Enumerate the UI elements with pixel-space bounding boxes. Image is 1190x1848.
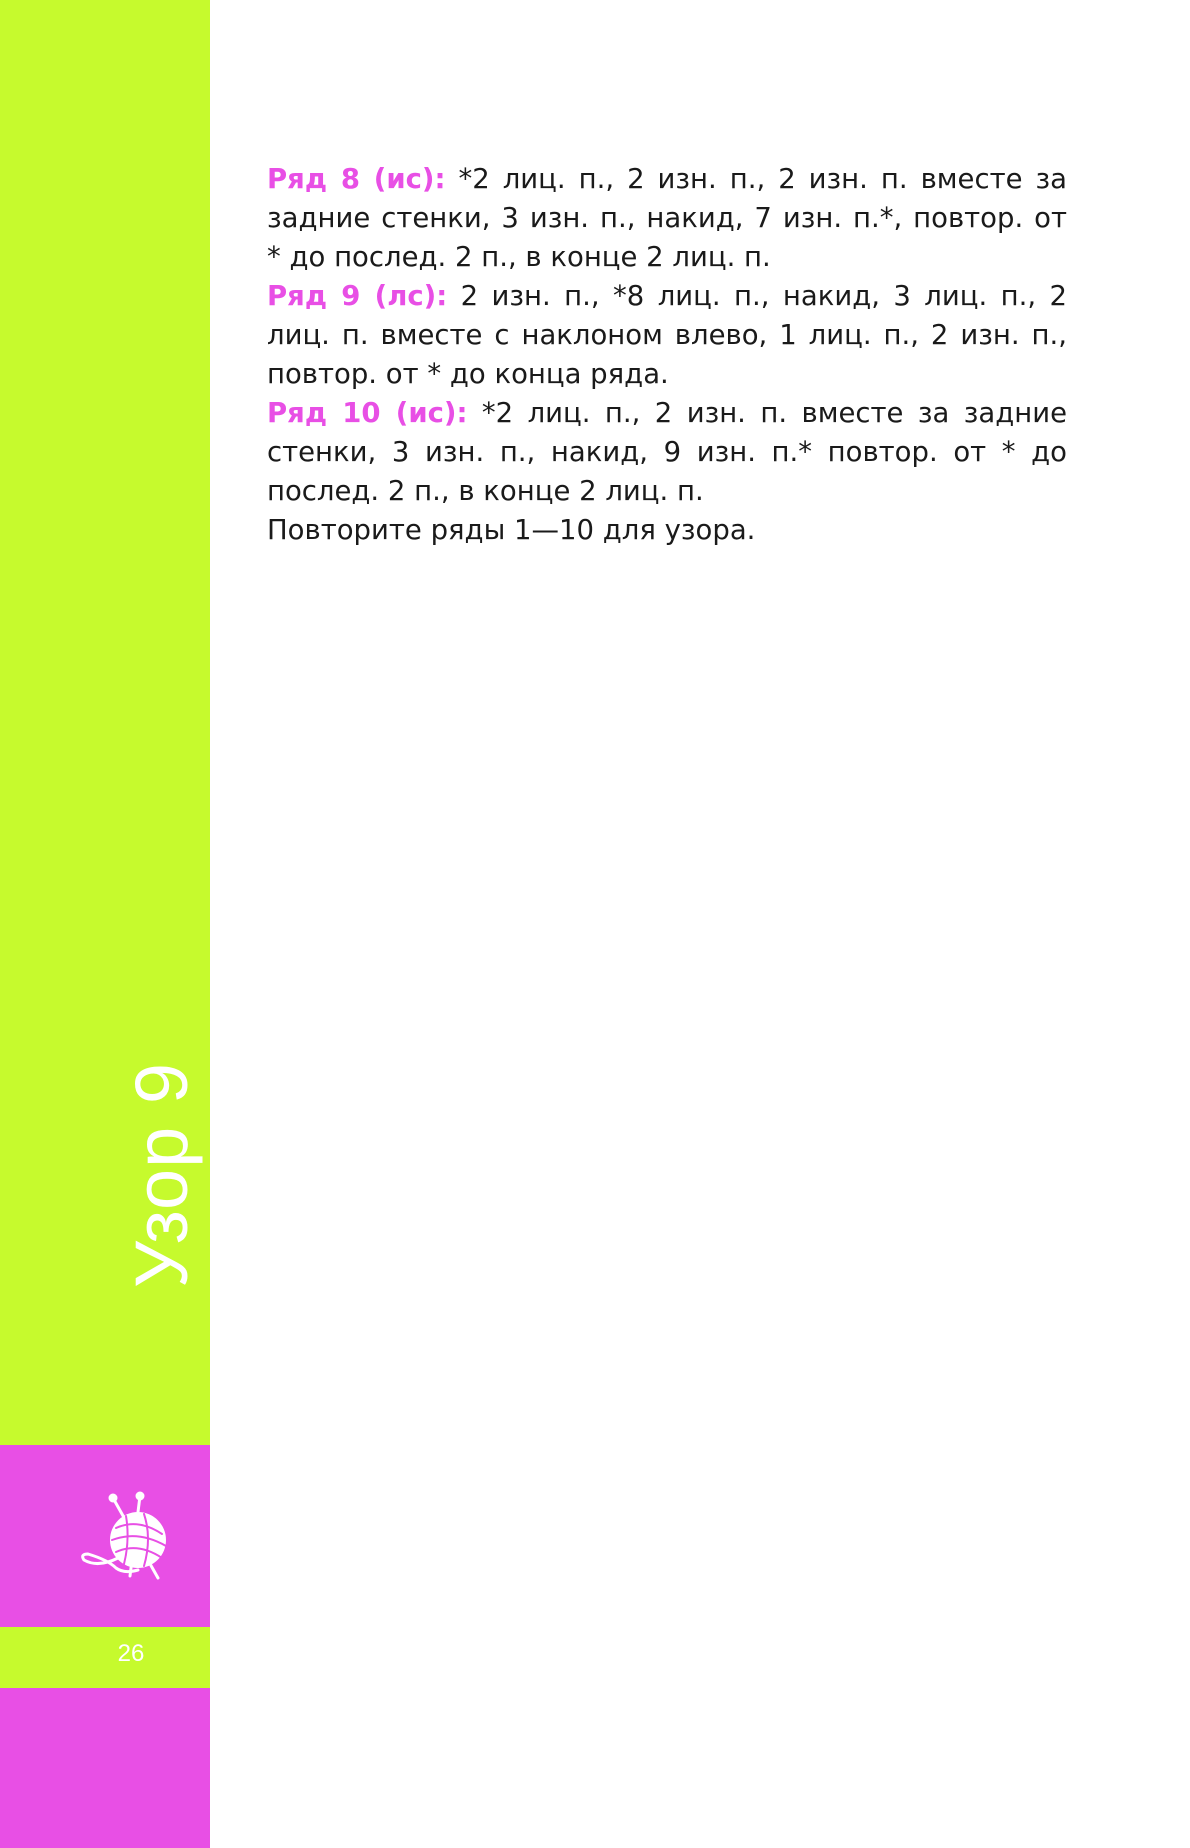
- row-label: Ряд 8 (ис):: [267, 163, 446, 195]
- pattern-instructions: [267, 160, 1067, 550]
- page-number: 26: [117, 1640, 145, 1667]
- closing-instruction: Повторите ряды 1—10 для узора.: [267, 514, 756, 546]
- yarn-ball-knitting-needles-icon: [78, 1488, 188, 1598]
- row-text: *2 лиц. п., 2 изн. п. вместе за задние стенки, 3 изн. п., накид, 9 изн. п.* повтор. от * до послед. 2 п., в конце 2 лиц. п.: [267, 397, 1067, 507]
- row-10-instruction: [267, 394, 1067, 511]
- row-text: 2 изн. п., *8 лиц. п., накид, 3 лиц. п., 2 лиц. п. вместе с наклоном влево, 1 лиц. п., 2 изн. п., повтор. от * до конца ряда.: [267, 280, 1067, 390]
- pattern-title: Узор 9: [120, 1062, 203, 1288]
- row-9-instruction: [267, 277, 1067, 394]
- sidebar: [0, 0, 210, 1848]
- row-text: *2 лиц. п., 2 изн. п., 2 изн. п. вместе за задние стенки, 3 изн. п., накид, 7 изн. п.*, повтор. от * до послед. 2 п., в конце 2 лиц. п.: [267, 163, 1067, 273]
- row-8-instruction: [267, 160, 1067, 277]
- row-label: Ряд 10 (ис):: [267, 397, 468, 429]
- row-label: Ряд 9 (лс):: [267, 280, 448, 312]
- sidebar-bottom-band: [0, 1688, 210, 1848]
